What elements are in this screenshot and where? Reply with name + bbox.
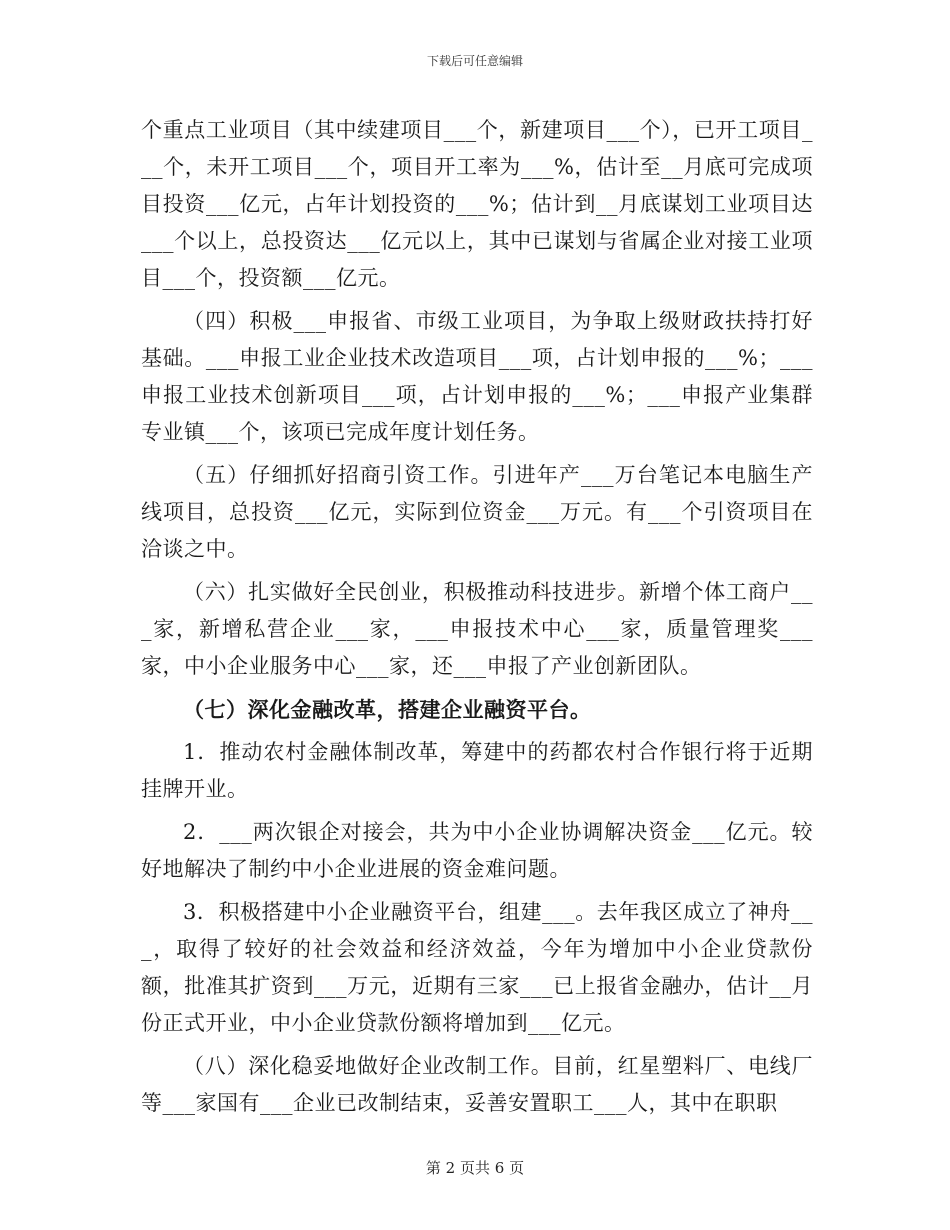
paragraph-item-3: 3．积极搭建中小企业融资平台，组建___。去年我区成立了神舟___，取得了较好的社会效益和经济效益，今年为增加中小企业贷款份额，批准其扩资到___万元，近期有三家___已上报省金融办，估计__月份正式开业，中小企业贷款份额将增加到___亿元。 xyxy=(141,900,813,1035)
paragraph-item-2: 2．___两次银企对接会，共为中小企业协调解决资金___亿元。较好地解决了制约中小企业进展的资金难问题。 xyxy=(141,820,813,881)
paragraph-section-6: （六）扎实做好全民创业，积极推动科技进步。新增个体工商户___家，新增私营企业___家，___申报技术中心___家，质量管理奖___家，中小企业服务中心___家，还___申报了产业创新团队。 xyxy=(141,580,813,678)
paragraph-section-8: （八）深化稳妥地做好企业改制工作。目前，红星塑料厂、电线厂等___家国有___企业已改制结束，妥善安置职工___人，其中在职职 xyxy=(141,1054,813,1115)
paragraph-section-4: （四）积极___申报省、市级工业项目，为争取上级财政扶持打好基础。___申报工业企业技术改造项目___项，占计划申报的___%；___申报工业技术创新项目___项，占计划申报的___%；___申报产业集群专业镇___个，该项已完成年度计划任务。 xyxy=(141,309,813,444)
paragraph-section-5: （五）仔细抓好招商引资工作。引进年产___万台笔记本电脑生产线项目，总投资___亿元，实际到位资金___万元。有___个引资项目在洽谈之中。 xyxy=(141,463,813,561)
paragraph-project-stats: 个重点工业项目（其中续建项目___个，新建项目___个），已开工项目___个，未开工项目___个，项目开工率为___%，估计至__月底可完成项目投资___亿元，占年计划投资的___%；估计到__月底谋划工业项目达___个以上，总投资达___亿元以上，其中已谋划与省属企业对接工业项目___个，投资额___亿元。 xyxy=(141,118,813,290)
document-body xyxy=(141,112,813,1128)
page-header: 下载后可任意编辑 xyxy=(426,54,523,68)
paragraph-item-1: 1．推动农村金融体制改革，筹建中的药都农村合作银行将于近期挂牌开业。 xyxy=(141,740,813,801)
section-heading-7: （七）深化金融改革，搭建企业融资平台。 xyxy=(183,697,592,722)
page-footer: 第 2 页共 6 页 xyxy=(425,1159,525,1177)
